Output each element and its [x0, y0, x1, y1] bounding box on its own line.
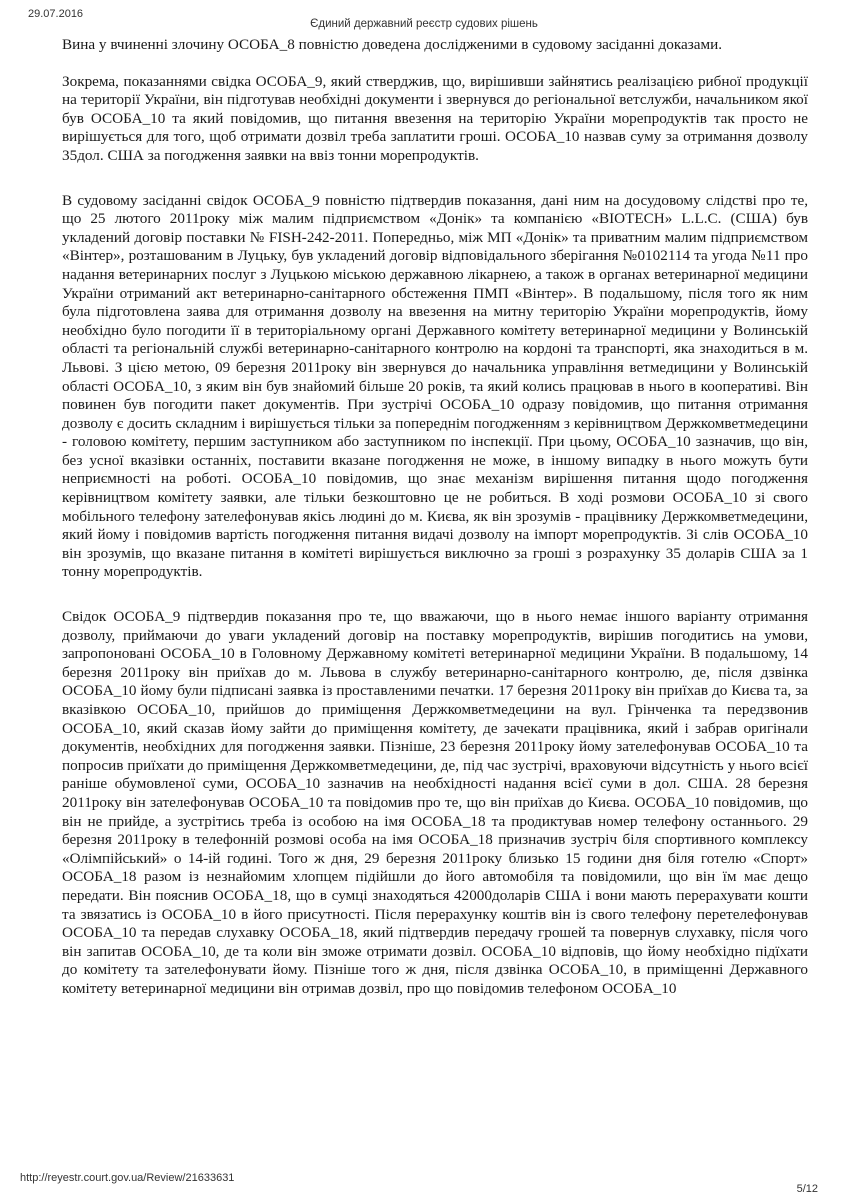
paragraph-court-session: В судовому засіданні свідок ОСОБА_9 повністю підтвердив показання, дані ним на досудовому слідстві про те, що 25 лютого 2011року між малим підприємством «Донік» та компанією «BIOTECH» L.L.C. (США) був укладений договір поставки № FISH-242-2011. Попередньо, між МП «Донік» та приватним малим підприємством «Вінтер», розташованим в Луцьку, був укладений договір відповідального зберігання №0102114 та угода №11 про надання ветеринарних послуг з Луцькою міською державною лікарнею, а також в органах ветеринарної медицини України отриманий акт ветеринарно-санітарного обстеження ПМП «Вінтер». В подальшому, після того як ним була підготовлена заява для отримання дозволу на ввезення на митну територію України морепродуктів, йому необхідно було погодити її в територіальному органі Державного комітету ветеринарної медицини у Волинській області та регіональній службі ветеринарно-санітарного контролю на кордоні та транспорті, яка знаходиться в м. Львові. З цією метою, 09 березня 2011року він звернувся до начальника управління ветмедицини у Волинській області ОСОБА_10, з яким він був знайомий більше 20 років, та який колись працював в нього в кооперативі. Він повинен був погодити пакет документів. При зустрічі ОСОБА_10 одразу повідомив, що питання отримання дозволу є досить складним і вирішується тільки за попереднім погодженням з керівництвом Держкомветмедецини - головою комітету, першим заступником або заступником по інспекції. При цьому, ОСОБА_10 зазначив, що він, без усної вказівки останніх, поставити вказане погодження не може, в іншому випадку в нього можуть бути неприємності на роботі. ОСОБА_10 повідомив, що знає механізм вирішення питання щодо погодження керівництвом комітету заявки, але тільки безкоштовно це не робиться. В ході розмови ОСОБА_10 зі свого мобільного телефону зателефонував якісь людині до м. Києва, як він зрозумів - працівнику Держкомветмедецини, який йому і повідомив вартість погодження питання видачі дозволу на імпорт морепродуктів. Зі слів ОСОБА_10 він зрозумів, що вказане питання в комітеті вирішується виключно за гроші з розрахунку 35 доларів США за 1 тонну морепродуктів.: [62, 191, 808, 581]
document-body: [62, 36, 808, 1025]
paragraph-witness-testimony: Зокрема, показаннями свідка ОСОБА_9, який стверджив, що, вирішивши зайнятись реалізацією рибної продукції на території України, він підготував необхідні документи і звернувся до регіональної ветслужби, начальником якої був ОСОБА_10 та який повідомив, що питання ввезення на територію України морепродуктів так просто не вирішується для того, щоб отримати дозвіл треба заплатити гроші. ОСОБА_10 назвав суму за отримання дозволу 35дол. США за погодження заявки на ввіз тонни морепродуктів.: [62, 72, 808, 164]
source-url[interactable]: http://reyestr.court.gov.ua/Review/21633631: [20, 1172, 235, 1184]
paragraph-guilt-proven: Вина у вчиненні злочину ОСОБА_8 повністю доведена дослідженими в судовому засіданні доказами.: [62, 36, 722, 53]
document-date: 29.07.2016: [28, 8, 84, 20]
page-number: 5/12: [796, 1183, 818, 1195]
paragraph-witness-confirmation: Свідок ОСОБА_9 підтвердив показання про те, що вважаючи, що в нього немає іншого варіанту отримання дозволу, приймаючи до уваги укладений договір на поставку морепродуктів, вирішив погодитись на умови, запропоновані ОСОБА_10 в Головному Державному комітеті ветеринарної медицини України. В подальшому, 14 березня 2011року він приїхав до м. Львова в службу ветеринарно-санітарного контролю, де, після дзвінка ОСОБА_10 йому були підписані заявка із проставленими печатки. 17 березня 2011року він приїхав до Києва та, за вказівкою ОСОБА_10, прийшов до приміщення Держкомветмедецини на вул. Грінченка та передзвонив ОСОБА_10, який сказав йому зайти до приміщення комітету, де зачекати працівника, який і забрав оригінали документів, необхідних для погодження заявки. Пізніше, 23 березня 2011року йому зателефонував ОСОБА_10 та попросив приїхати до приміщення Держкомветмедецини, де, під час зустрічі, враховуючи відсутність у нього всієї раніше обумовленої суми, ОСОБА_10 зазначив на необхідності надання всієї суми в дол. США. 28 березня 2011року він зателефонував ОСОБА_10 та повідомив про те, що він приїхав до Києва. ОСОБА_10 повідомив, що він не прийде, а зустрітись треба із особою на імя ОСОБА_18 та продиктував номер телефону останнього. 29 березня 2011року в телефонній розмові особа на імя ОСОБА_18 призначив зустріч біля спортивного комплексу «Олімпійський» о 14-ій годині. Того ж дня, 29 березня 2011року близько 15 години дня біля готелю «Спорт» ОСОБА_18 разом із незнайомим хлопцем підійшли до його автомобіля та повідомили, що він їм має дещо передати. Він пояснив ОСОБА_18, що в сумці знаходяться 42000доларів США і вони мають перерахувати кошти та звязатись із ОСОБА_10 в його присутності. Після перерахунку коштів він із свого телефону перетелефонував ОСОБА_10 та передав слухавку ОСОБА_18, який підтвердив передачу грошей та повернув слухавку, після чого він запитав ОСОБА_10, де та коли він зможе отримати дозвіл. ОСОБА_10 відповів, що йому необхідно підїхати до комітету та зателефонувати йому. Пізніше того ж дня, після дзвінка ОСОБА_10, в приміщенні Державного комітету ветеринарної медицини він отримав дозвіл, про що повідомив телефоном ОСОБА_10: [62, 608, 808, 997]
registry-title: Єдиний державний реєстр судових рішень: [310, 18, 538, 30]
